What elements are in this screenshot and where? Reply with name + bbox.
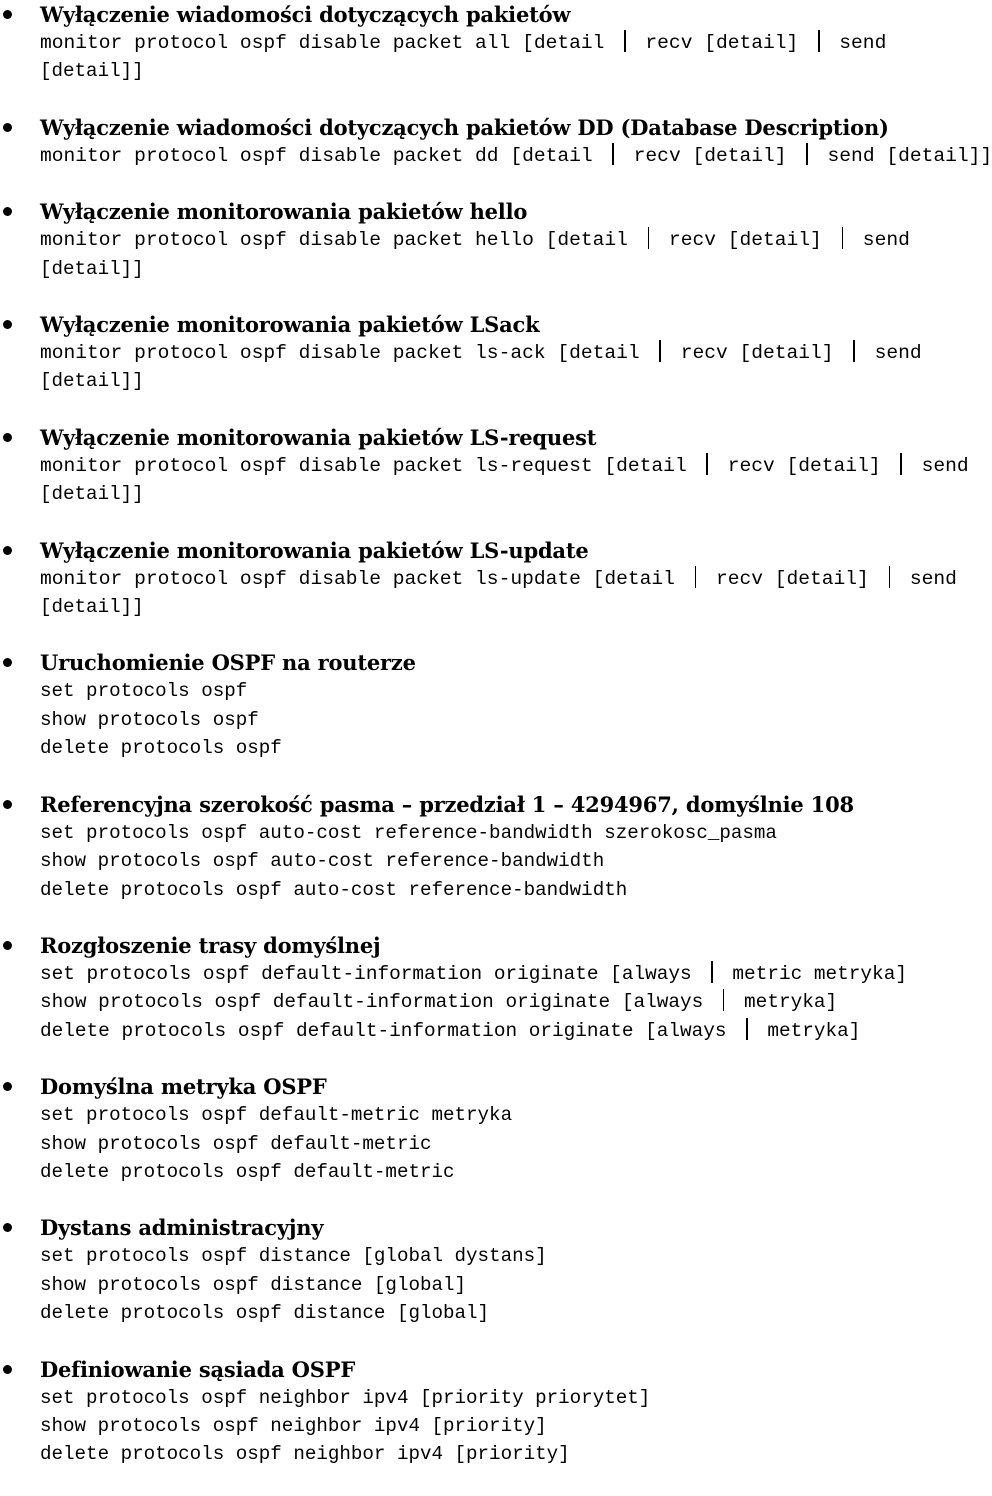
command-segment: metryka]: [732, 991, 838, 1014]
command-segment: show protocols ospf neighbor ipv4 [priority]: [40, 1414, 547, 1437]
command-line: [40, 1158, 960, 1186]
command-line: [40, 255, 960, 283]
section-title: Wyłączenie monitorowania pakietów hello: [40, 199, 528, 225]
section-title: Wyłączenie wiadomości dotyczących pakietów DD (Database Description): [40, 114, 889, 140]
bullet-icon: [3, 207, 12, 216]
command-segment: monitor protocol ospf disable packet ls-update [detail: [40, 567, 687, 590]
section-title: Wyłączenie wiadomości dotyczących pakietów: [40, 2, 571, 27]
section-rozgloszenie-trasy-domyslnej: [0, 931, 960, 1045]
command-segment: delete protocols ospf default-metric: [40, 1160, 455, 1183]
command-segment: set protocols ospf default-metric metryka: [40, 1104, 513, 1127]
section-title: Domyślna metryka OSPF: [40, 1074, 327, 1100]
option-separator-bar: [659, 340, 661, 362]
section-title: Wyłączenie monitorowania pakietów LSack: [40, 312, 540, 338]
command-segment: [detail]]: [40, 257, 144, 280]
command-line: [40, 706, 960, 734]
command-line: [40, 1271, 960, 1299]
command-segment: send: [862, 342, 922, 365]
command-line: [40, 1412, 960, 1440]
command-line: [40, 565, 960, 593]
command-line: [40, 677, 960, 705]
command-line: [40, 226, 960, 254]
bullet-icon: [3, 320, 12, 329]
command-segment: recv [detail]: [657, 229, 834, 252]
option-separator-bar: [746, 1018, 748, 1040]
command-segment: recv [detail]: [715, 454, 893, 477]
bullet-icon: [3, 433, 12, 442]
section-referencyjna-szerokosc-pasma-przedzial-1: [0, 790, 960, 904]
command-segment: delete protocols ospf auto-cost reference-bandwidth: [40, 878, 628, 901]
section-definiowanie-sasiada-ospf: [0, 1355, 960, 1469]
command-segment: delete protocols ospf distance [global]: [40, 1302, 490, 1325]
bullet-icon: [3, 800, 12, 809]
section-wylaczenie-wiadomosci-dotyczacych-pakiet: [0, 0, 960, 86]
option-separator-bar: [853, 340, 855, 362]
command-segment: recv [detail]: [704, 567, 881, 590]
option-separator-bar: [900, 453, 902, 475]
command-line: [40, 734, 960, 762]
command-line: [40, 452, 969, 480]
option-separator-bar: [723, 989, 725, 1011]
option-separator-bar: [889, 566, 891, 588]
command-segment: monitor protocol ospf disable packet dd [detail: [40, 144, 605, 167]
command-line: [40, 876, 960, 904]
option-separator-bar: [695, 566, 697, 588]
command-segment: metryka]: [755, 1019, 861, 1042]
bullet-icon: [3, 10, 12, 19]
command-segment: show protocols ospf distance [global]: [40, 1273, 467, 1296]
section-title: Referencyjna szerokość pasma – przedział 1 – 4294967, domyślnie 108: [40, 791, 854, 817]
command-segment: [detail]]: [40, 60, 144, 83]
section-title: Rozgłoszenie trasy domyślnej: [40, 932, 381, 958]
section-domyslna-metryka-ospf: [0, 1072, 960, 1186]
command-segment: monitor protocol ospf disable packet all [detail: [40, 32, 617, 54]
command-segment: send: [909, 454, 969, 477]
bullet-icon: [3, 546, 12, 555]
command-line: [40, 1242, 960, 1270]
command-segment: [detail]]: [40, 483, 144, 506]
command-segment: set protocols ospf auto-cost reference-bandwidth szerokosc_pasma: [40, 821, 777, 844]
command-segment: delete protocols ospf default-information originate [always: [40, 1019, 739, 1042]
command-segment: monitor protocol ospf disable packet ls-request [detail: [40, 454, 699, 477]
command-segment: show protocols ospf: [40, 708, 259, 731]
section-wylaczenie-monitorowania-pakietow-ls-req: [0, 423, 969, 509]
command-segment: show protocols ospf default-information originate [always: [40, 991, 715, 1014]
command-segment: set protocols ospf distance [global dystans]: [40, 1245, 547, 1268]
command-line: [40, 367, 960, 395]
section-title: Wyłączenie monitorowania pakietów LS-update: [40, 537, 589, 563]
bullet-icon: [3, 123, 12, 132]
option-separator-bar: [842, 227, 844, 249]
option-separator-bar: [624, 30, 626, 52]
option-separator-bar: [806, 143, 808, 165]
bullet-icon: [3, 941, 12, 950]
section-title: Uruchomienie OSPF na routerze: [40, 650, 416, 676]
section-title: Wyłączenie monitorowania pakietów LS-request: [40, 424, 597, 450]
command-segment: show protocols ospf auto-cost reference-bandwidth: [40, 850, 605, 873]
section-title: Dystans administracyjny: [40, 1215, 324, 1241]
command-line: [40, 1440, 960, 1468]
command-segment: recv [detail]: [633, 32, 811, 54]
command-line: [40, 1130, 960, 1158]
section-title: Definiowanie sąsiada OSPF: [40, 1356, 356, 1382]
option-separator-bar: [711, 961, 713, 983]
command-line: [40, 480, 960, 508]
command-segment: show protocols ospf default-metric: [40, 1132, 432, 1155]
command-line: [40, 1384, 960, 1412]
option-separator-bar: [818, 30, 820, 52]
bullet-icon: [3, 1082, 12, 1091]
command-line: [40, 29, 960, 57]
command-line: [40, 593, 960, 621]
section-uruchomienie-ospf-na-routerze: [0, 648, 960, 762]
bullet-icon: [3, 1365, 12, 1374]
command-line: [40, 339, 960, 367]
command-line: [40, 960, 960, 988]
command-segment: send [detail]]: [815, 144, 992, 167]
command-segment: send: [827, 32, 887, 54]
command-segment: delete protocols ospf neighbor ipv4 [priority]: [40, 1443, 570, 1466]
command-segment: send: [898, 567, 957, 590]
command-segment: set protocols ospf default-information originate [always: [40, 962, 704, 985]
section-wylaczenie-monitorowania-pakietow-lsack: [0, 310, 960, 396]
command-segment: delete protocols ospf: [40, 737, 282, 760]
section-dystans-administracyjny: [0, 1213, 960, 1327]
command-segment: set protocols ospf: [40, 680, 248, 703]
command-segment: send: [851, 229, 910, 252]
command-line: [40, 847, 960, 875]
command-line: [40, 988, 960, 1016]
command-line: [40, 57, 960, 85]
command-line: [40, 142, 992, 170]
command-segment: monitor protocol ospf disable packet ls-ack [detail: [40, 342, 652, 365]
bullet-icon: [3, 658, 12, 667]
command-line: [40, 1299, 960, 1327]
command-line: [40, 819, 960, 847]
option-separator-bar: [612, 143, 614, 165]
command-line: [40, 1101, 960, 1129]
command-segment: recv [detail]: [621, 144, 799, 167]
command-segment: recv [detail]: [668, 342, 846, 365]
option-separator-bar: [706, 453, 708, 475]
section-wylaczenie-monitorowania-pakietow-hello: [0, 197, 960, 283]
bullet-icon: [3, 1223, 12, 1232]
command-line: [40, 1017, 960, 1045]
command-segment: monitor protocol ospf disable packet hello [detail: [40, 229, 640, 252]
command-segment: [detail]]: [40, 596, 144, 619]
section-wylaczenie-wiadomosci-dotyczacych-pakiet: [0, 113, 992, 170]
option-separator-bar: [648, 227, 650, 249]
command-segment: metric metryka]: [720, 962, 907, 985]
section-wylaczenie-monitorowania-pakietow-ls-upd: [0, 536, 960, 622]
command-segment: [detail]]: [40, 370, 144, 393]
command-segment: set protocols ospf neighbor ipv4 [priority priorytet]: [40, 1386, 651, 1409]
